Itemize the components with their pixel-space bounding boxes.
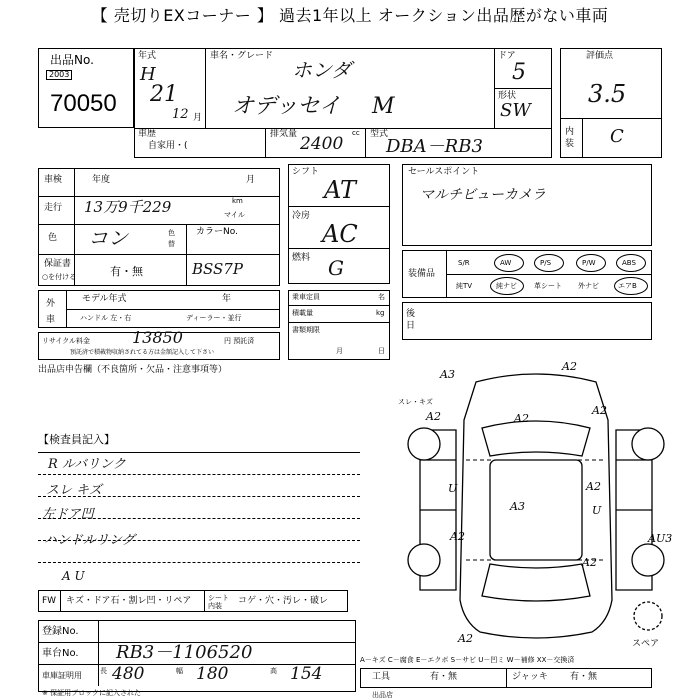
type-label: 型式 [370, 129, 389, 139]
mark-11: AU3 [648, 532, 673, 545]
height-label: 高 [270, 667, 277, 675]
mark-3: A2 [514, 412, 529, 425]
ac-label: 冷房 [292, 211, 311, 221]
width-value: 180 [196, 664, 229, 684]
eq-airbag: エアB [618, 282, 637, 290]
legend-text: A－キズ C－腐食 E－エクボ S－サビ U－凹ミ W－補修 XX－交換済 [360, 656, 575, 664]
note-1: R ルバリンク [48, 457, 126, 472]
score-value: 3.5 [588, 80, 627, 108]
shaken-unit: 月 [246, 175, 256, 185]
length-label: 長 [100, 667, 107, 675]
eq-circle-abs [616, 254, 646, 272]
mark-9: U [592, 504, 602, 517]
model-year-unit: 年 [222, 294, 232, 304]
month-value: 12 [172, 107, 189, 122]
seat-label: シート内装 [208, 594, 229, 610]
color-change-label: 色替 [168, 229, 175, 248]
model-value: オデッセイ [232, 94, 341, 119]
eq-tv: 純TV [456, 282, 473, 290]
recycle-unit: 円 預託済 [224, 337, 255, 345]
eq-circle-navi [490, 277, 524, 295]
sheet-title: 【 売切りEXコーナー 】 過去1年以上 オークション出品歴がない車両 [91, 6, 609, 25]
fw-label: FW [42, 596, 57, 606]
eq-leather: 革シート [534, 282, 562, 290]
note-4: ハンドルリング [44, 533, 135, 548]
mile-unit: マイル [224, 211, 245, 219]
recycle-label: リサイクル料金 [42, 337, 91, 345]
eq-circle-aw [494, 254, 524, 272]
jack-label: ジャッキ [512, 672, 548, 682]
mark-2: A2 [562, 360, 577, 373]
mark-12: A2 [582, 556, 597, 569]
doors-value: 5 [512, 60, 526, 85]
chassis-value: RB3－1106520 [116, 642, 253, 663]
maker-value: ホンダ [292, 58, 352, 82]
tool-label: 工具 [372, 672, 391, 682]
import-dealer: ディーラー・並行 [186, 314, 242, 322]
lot-number: 70050 [50, 90, 117, 117]
note-3: 左ドア凹 [42, 507, 94, 522]
km-unit: km [232, 197, 243, 205]
lot-year-tag: 2003 [46, 70, 72, 80]
mark-4: A2 [592, 404, 607, 417]
scratch-note: スレ・キズ [398, 398, 433, 406]
mark-1: A3 [440, 368, 455, 381]
rear-box [402, 302, 652, 340]
wheel-rr [632, 544, 664, 576]
inspector-title: 【検査員記入】 [38, 433, 115, 446]
import-handle: ハンドル 左・右 [80, 314, 132, 322]
shift-value: AT [324, 176, 357, 204]
fuel-value: G [328, 256, 344, 280]
seats-unit: 名 [378, 293, 385, 301]
wheel-rl [408, 544, 440, 576]
eq-circle-pw [576, 254, 606, 272]
interior-label: 内装 [565, 127, 575, 149]
doors-label: ドア [498, 51, 516, 61]
year-label: 年式 [138, 51, 157, 61]
eq-pw: P/W [582, 259, 596, 267]
car-outline [460, 374, 612, 638]
cc-unit: cc [352, 129, 360, 137]
era-value: H [140, 64, 156, 85]
eq-navi: 純ナビ [496, 282, 517, 290]
load-label: 積載量 [292, 309, 313, 317]
displacement-label: 排気量 [270, 129, 298, 139]
spare-label: スペア [632, 639, 660, 649]
warning-text: ※ 保証用ブロックに記入された [42, 689, 141, 697]
height-value: 154 [290, 664, 323, 684]
fw-options: キズ・ドア石・割レ凹・リペア [66, 596, 192, 606]
doc-label: 書類期限 [292, 326, 320, 334]
shaken-sub: 年度 [92, 175, 111, 185]
history-label: 車歴 [138, 129, 157, 139]
eq-circle-ps [534, 254, 564, 272]
seats-label: 乗車定員 [292, 293, 320, 301]
mark-13: A2 [458, 632, 473, 645]
mark-8: U [448, 482, 458, 495]
cert-label: 車庫証明用 [42, 671, 82, 680]
eq-ps: P/S [540, 259, 552, 267]
type-value: DBA－RB3 [386, 136, 483, 157]
mileage-label: 走行 [44, 203, 63, 213]
month-unit: 月 [193, 113, 203, 123]
color-label: 色 [48, 233, 58, 243]
length-value: 480 [112, 664, 145, 684]
color-value: コン [88, 226, 128, 250]
eq-sr: S/R [458, 259, 470, 267]
seat-options: コゲ・穴・汚レ・破レ [238, 596, 329, 606]
mark-7: A3 [510, 500, 525, 513]
history-value: 自家用・( [148, 141, 188, 151]
rear-label: 後日 [406, 309, 416, 331]
eq-circle-airbag [614, 277, 648, 295]
mark-10: A2 [450, 530, 465, 543]
year-value: 21 [150, 82, 178, 107]
interior-value: C [610, 126, 624, 147]
name-label: 車名・グレード [210, 51, 274, 61]
sales-value: マルチビューカメラ [420, 187, 546, 203]
reg-label: 登録No. [42, 626, 79, 637]
load-unit: kg [376, 309, 385, 317]
note-2: スレ キズ [46, 483, 102, 498]
roof [490, 460, 582, 560]
recycle-amount: 13850 [132, 328, 183, 347]
body-value: SW [500, 100, 531, 121]
warranty-label: 保証書 [44, 259, 72, 269]
warranty-options: 有・無 [110, 265, 143, 278]
color-no-label: カラーNo. [196, 227, 238, 237]
grade-value: M [372, 94, 395, 119]
mark-6: A2 [426, 410, 441, 423]
eq-ext-navi: 外ナビ [578, 282, 599, 290]
wheel-fl [408, 428, 440, 460]
displacement-value: 2400 [300, 134, 344, 154]
shift-label: シフト [292, 167, 320, 177]
report-title: 出品店申告欄（不良箇所・欠品・注意事項等） [38, 365, 228, 375]
mark-5: A2 [586, 480, 601, 493]
lot-label: 出品No. [50, 53, 94, 67]
eq-aw: AW [500, 259, 512, 267]
spare-tire [634, 602, 662, 630]
width-label: 幅 [176, 667, 183, 675]
score-label: 評価点 [586, 51, 614, 61]
windshield-rear [482, 564, 590, 601]
jack-options: 有・無 [570, 672, 598, 682]
recycle-note: 預託済で積載物収納されてる方は金額記入して下さい [70, 349, 215, 356]
exhibitor-label: 出品店 [372, 691, 393, 699]
shaken-label: 車検 [44, 175, 63, 185]
windshield-front [482, 421, 590, 456]
color-no-value: BSS7P [192, 260, 243, 278]
doc-unit: 月 [336, 347, 343, 355]
equipment-label: 装備品 [408, 269, 436, 279]
warranty-note: ○を付ける [42, 273, 77, 281]
eq-abs: ABS [622, 259, 636, 267]
fuel-label: 燃料 [292, 253, 311, 263]
mileage-value: 13万9千229 [84, 198, 172, 216]
import-label: 外車 [46, 299, 56, 325]
ac-value: AC [322, 220, 358, 248]
note-5: A U [62, 569, 85, 583]
sales-label: セールスポイント [408, 167, 480, 177]
day-unit: 日 [378, 347, 385, 355]
body-label: 形状 [498, 91, 517, 101]
tool-options: 有・無 [430, 672, 458, 682]
chassis-label: 車台No. [42, 648, 79, 659]
model-year-label: モデル年式 [82, 294, 127, 304]
wheel-fr [632, 428, 664, 460]
car-damage-diagram [396, 360, 676, 650]
